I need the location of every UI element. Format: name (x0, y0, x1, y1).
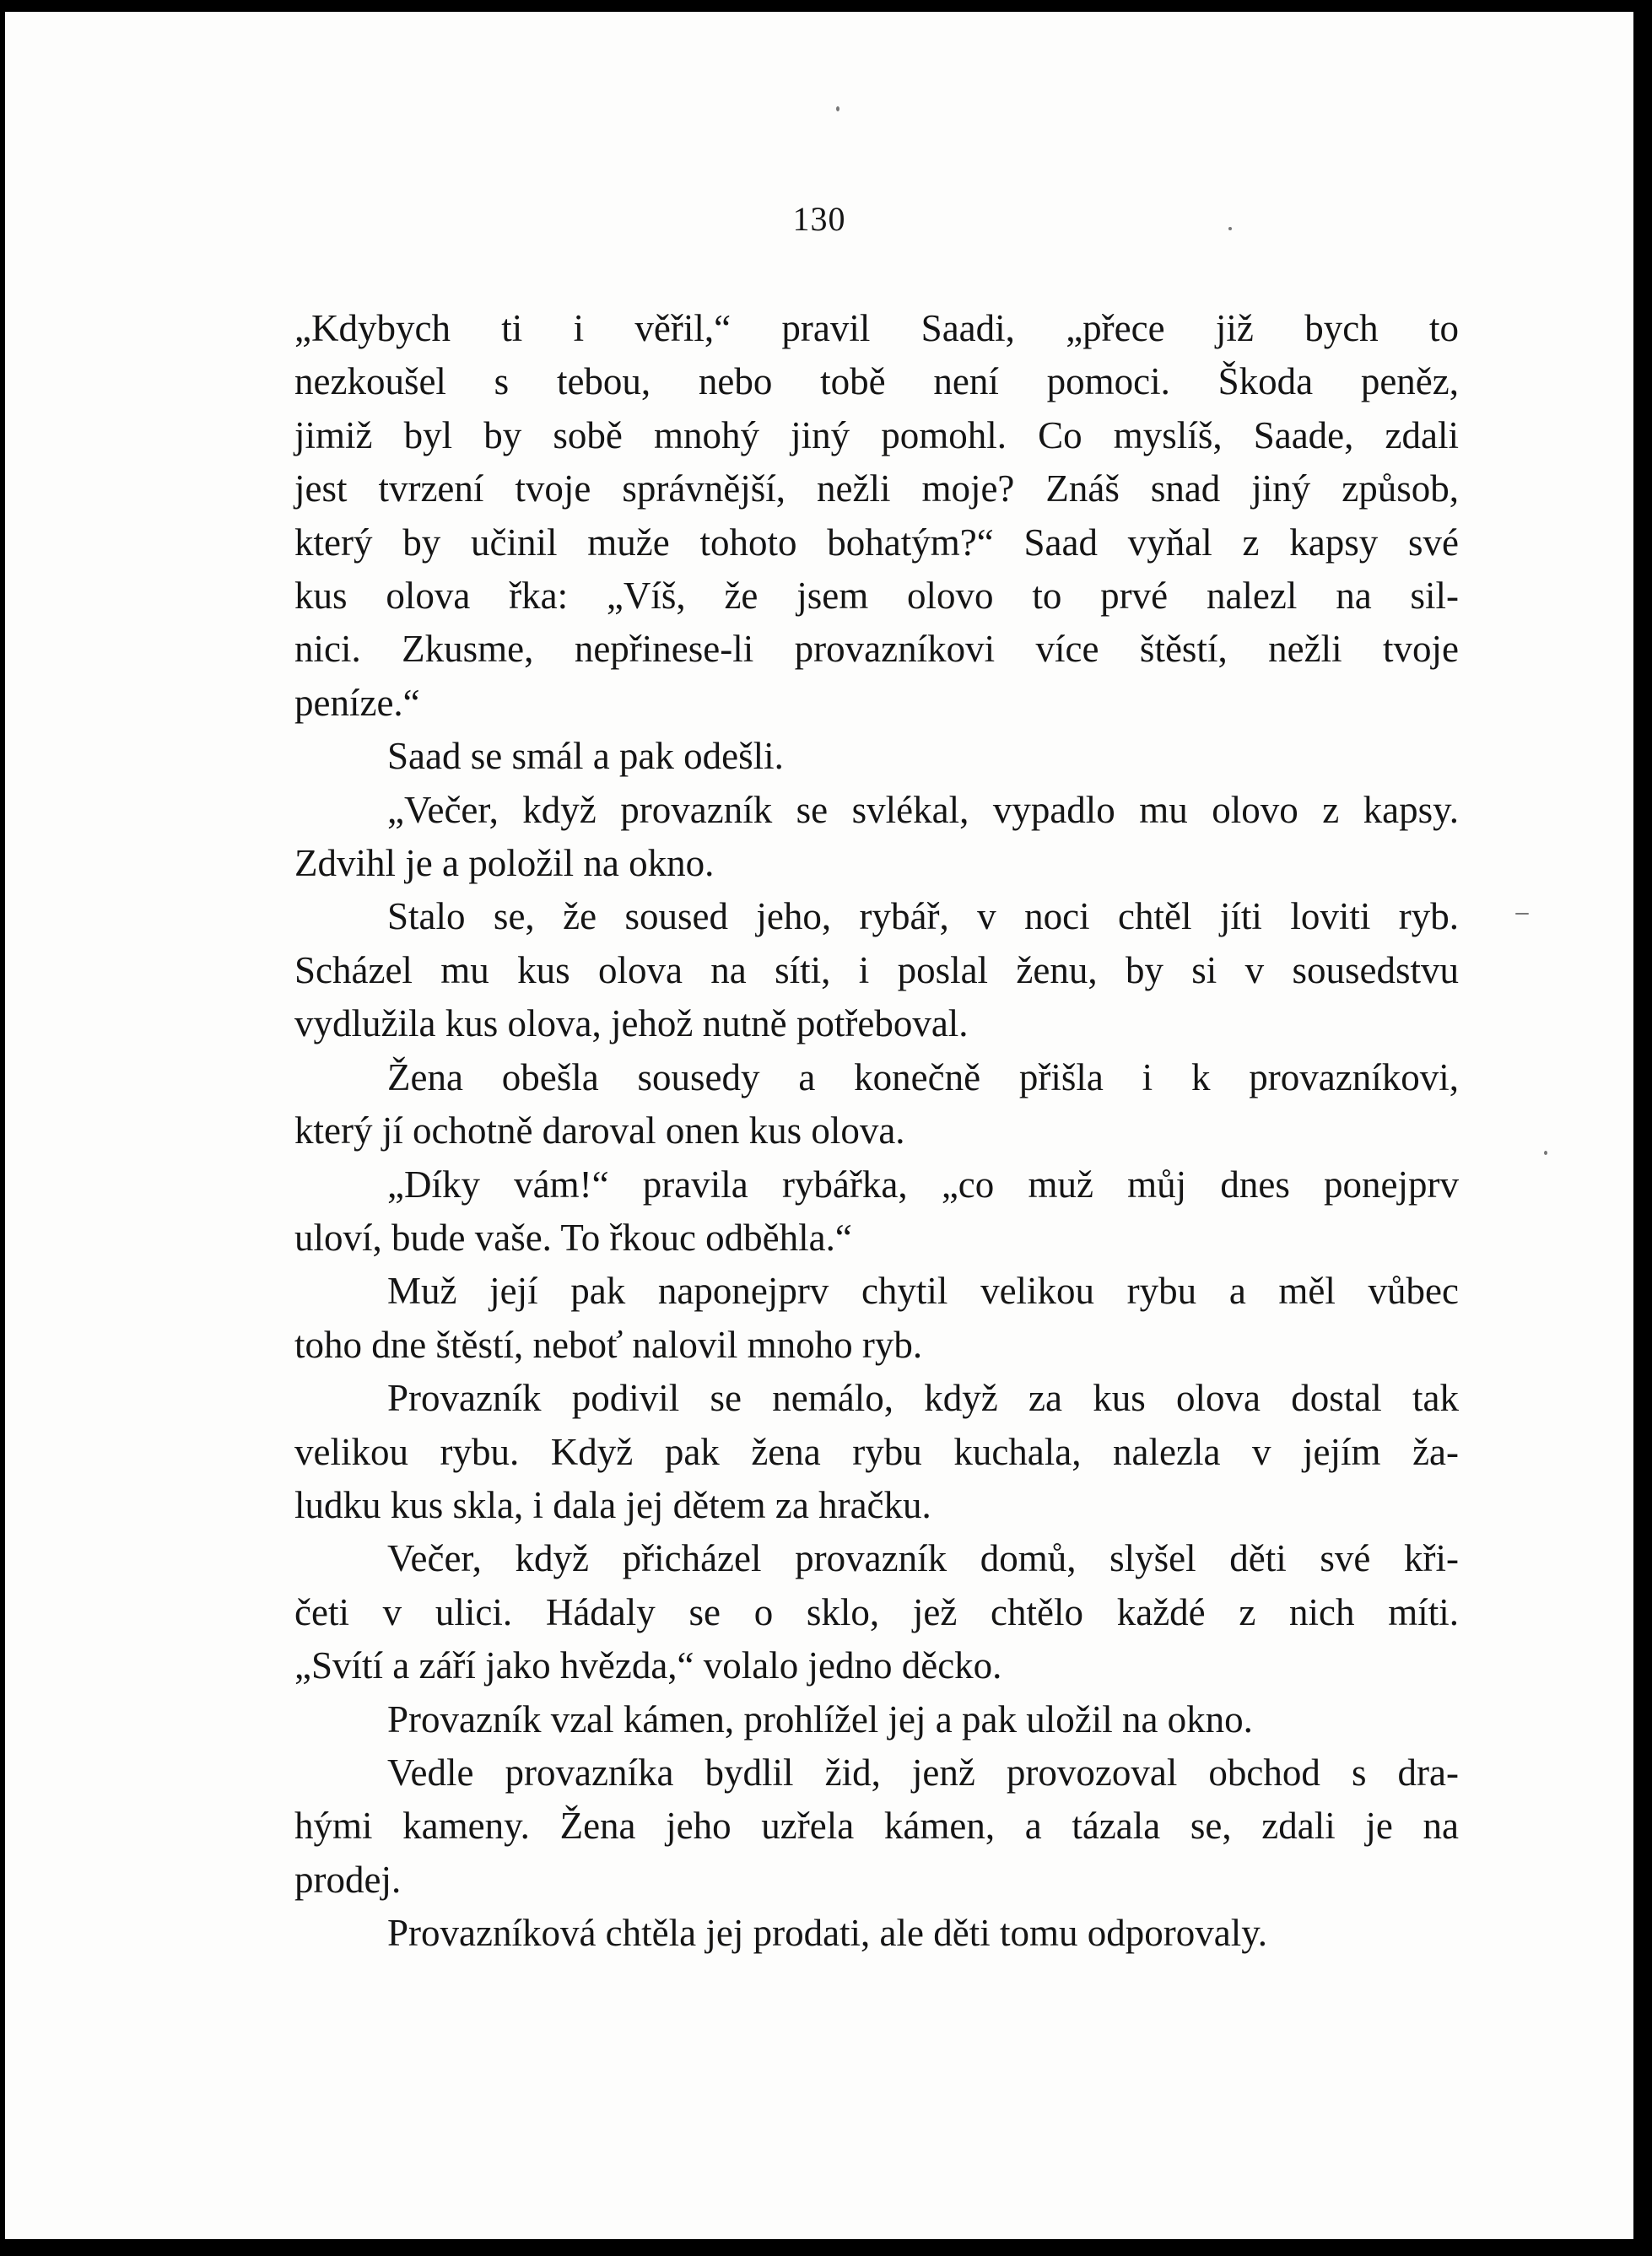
text-line: „Kdybych ti i věřil,“ pravil Saadi, „přece již bych to (294, 307, 1459, 349)
text-line: toho dne štěstí, neboť nalovil mnoho ryb. (294, 1323, 923, 1366)
text-line: Muž její pak naponejprv chytil velikou rybu a měl vůbec (387, 1270, 1459, 1313)
text-line: nici. Zkusme, nepřinese-li provazníkovi více štěstí, nežli tvoje (294, 628, 1459, 671)
body-text (294, 302, 1459, 1961)
text-line: jimiž byl by sobě mnohý jiný pomohl. Co myslíš, Saade, zdali (294, 413, 1459, 456)
text-line: kus olova řka: „Víš, že jsem olovo to prvé nalezl na sil- (294, 575, 1459, 618)
paragraph (294, 1051, 1459, 1158)
text-line: Scházel mu kus olova na síti, i poslal ženu, by si v sousedstvu (294, 948, 1459, 991)
paragraph (294, 784, 1459, 891)
paragraph (294, 890, 1459, 1050)
paragraph (294, 302, 1459, 730)
text-line: Provazník podivil se nemálo, když za kus olova dostal tak (387, 1377, 1459, 1420)
text-line: Provazníková chtěla jej prodati, ale děti tomu odporovaly. (387, 1912, 1268, 1955)
text-line: vydlužila kus olova, jehož nutně potřeboval. (294, 1002, 969, 1045)
text-line: Večer, když přicházel provazník domů, slyšel děti své kři- (387, 1537, 1459, 1580)
paragraph (294, 1532, 1459, 1692)
paragraph (294, 1265, 1459, 1372)
text-line: ludku kus skla, i dala jej dětem za hračku. (294, 1483, 931, 1526)
text-line: peníze.“ (294, 681, 420, 724)
text-line: jest tvrzení tvoje správnější, nežli moje? Znáš snad jiný způsob, (294, 467, 1459, 510)
text-line: Žena obešla sousedy a konečně přišla i k provazníkovi, (387, 1055, 1459, 1098)
text-line: hými kameny. Žena jeho uzřela kámen, a tázala se, zdali je na (294, 1805, 1459, 1848)
text-line: který jí ochotně daroval onen kus olova. (294, 1109, 905, 1152)
paragraph (294, 1372, 1459, 1532)
paragraph (294, 730, 1459, 783)
text-line: „Večer, když provazník se svlékal, vypadlo mu olovo z kapsy. (387, 788, 1459, 831)
text-line: Provazník vzal kámen, prohlížel jej a pak uložil na okno. (387, 1697, 1253, 1741)
text-line: Saad se smál a pak odešli. (387, 735, 784, 778)
paragraph (294, 1746, 1459, 1907)
paragraph (294, 1907, 1459, 1960)
page-number: 130 (792, 200, 846, 238)
text-line: prodej. (294, 1858, 402, 1901)
text-line: „Díky vám!“ pravila rybářka, „co muž můj dnes ponejprv (387, 1163, 1459, 1206)
paragraph (294, 1158, 1459, 1266)
text-line: uloví, bude vaše. To řkouc odběhla.“ (294, 1216, 852, 1259)
text-line: „Svítí a září jako hvězda,“ volalo jedno děcko. (294, 1644, 1002, 1687)
text-line: velikou rybu. Když pak žena rybu kuchala, nalezla v jejím ža- (294, 1430, 1459, 1473)
text-line: Zdvihl je a položil na okno. (294, 842, 715, 885)
text-line: Vedle provazníka bydlil žid, jenž provozoval obchod s dra- (387, 1751, 1459, 1794)
book-page (5, 12, 1633, 2239)
text-line: který by učinil muže tohoto bohatým?“ Saad vyňal z kapsy své (294, 521, 1459, 564)
paragraph (294, 1693, 1459, 1746)
text-line: Stalo se, že soused jeho, rybář, v noci chtěl jíti loviti ryb. (387, 895, 1459, 938)
text-line: četi v ulici. Hádaly se o sklo, jež chtělo každé z nich míti. (294, 1590, 1459, 1633)
text-line: nezkoušel s tebou, nebo tobě není pomoci. Škoda peněz, (294, 360, 1459, 403)
